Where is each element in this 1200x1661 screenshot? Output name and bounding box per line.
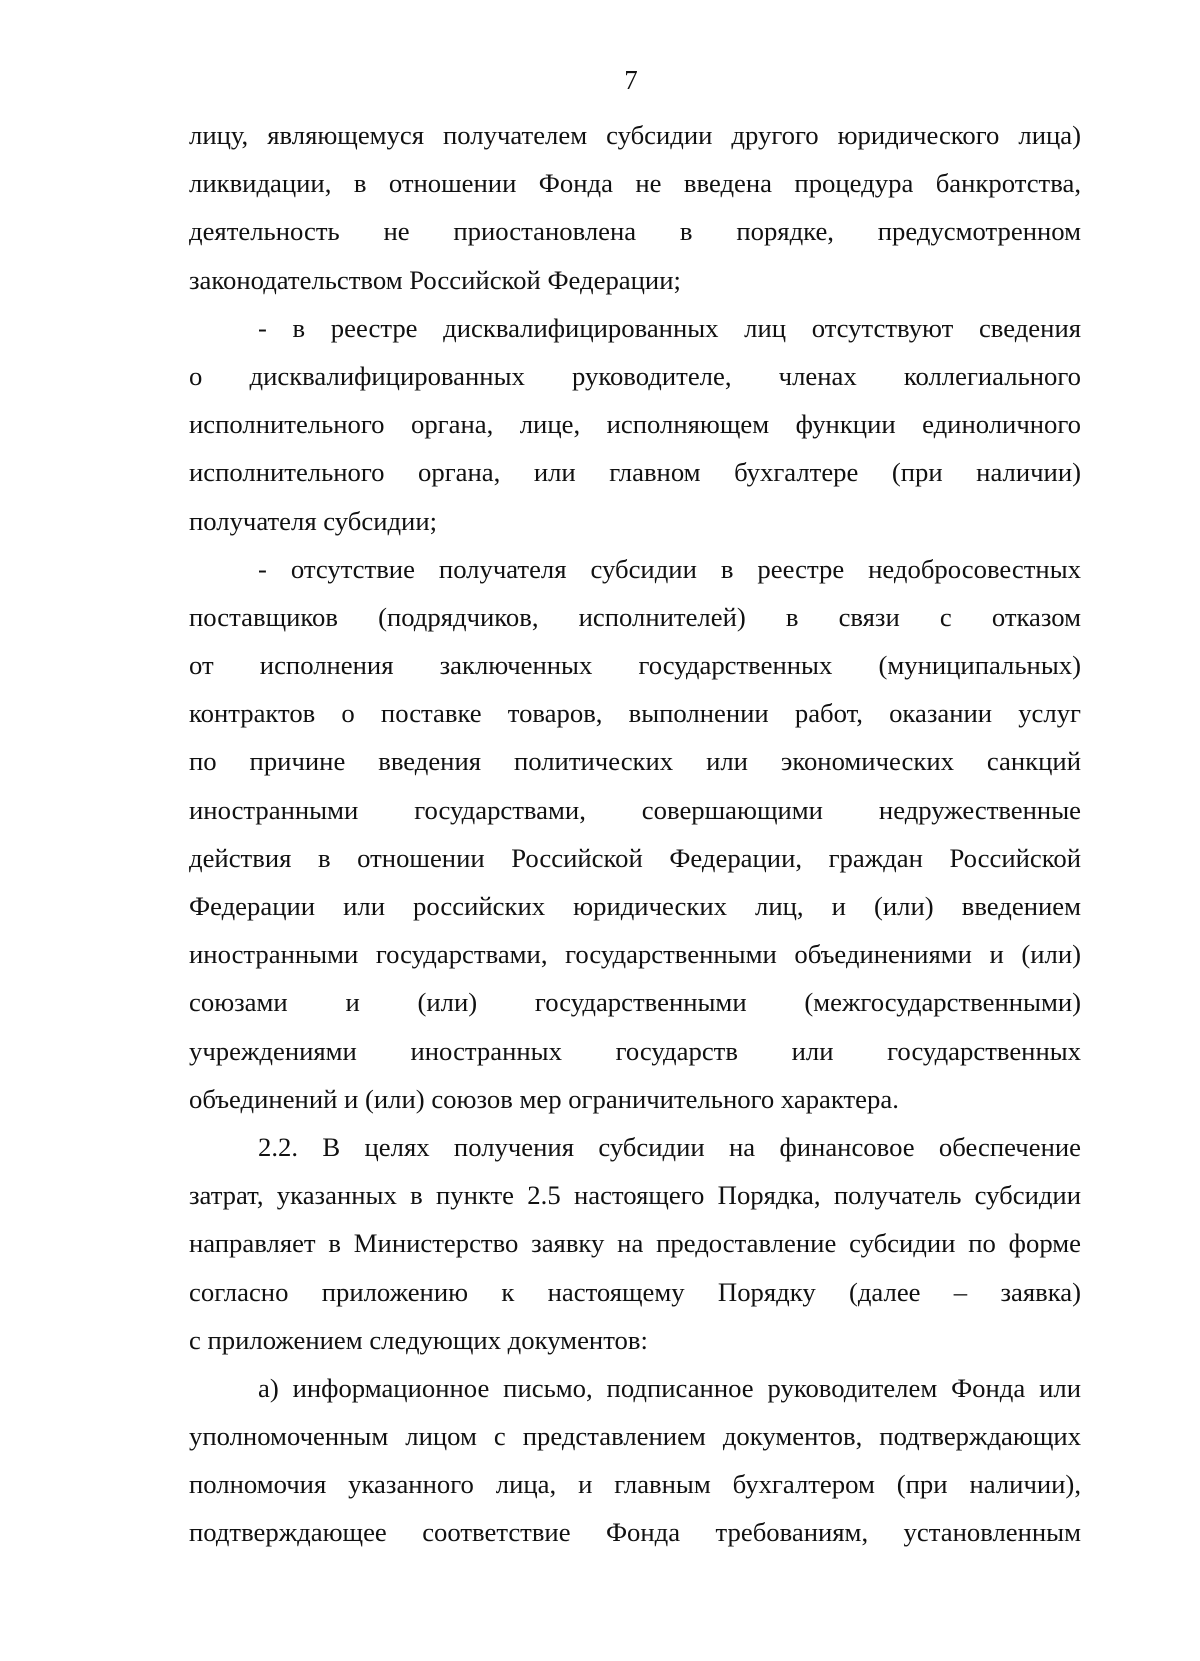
text-line: о дисквалифицированных руководителе, членах коллегиального [189,360,1081,391]
text-line: с приложением следующих документов: [189,1324,648,1355]
text-line: согласно приложению к настоящему Порядку (далее – заявка) [189,1276,1081,1307]
text-line: по причине введения политических или экономических санкций [189,746,1081,777]
text-line: полномочия указанного лица, и главным бухгалтером (при наличии), [189,1469,1081,1500]
text-line: - в реестре дисквалифицированных лиц отсутствуют сведения [258,312,1081,343]
text-line: подтверждающее соответствие Фонда требованиям, установленным [189,1517,1081,1548]
text-line: иностранными государствами, совершающими недружественные [189,794,1081,825]
text-line: действия в отношении Российской Федерации, граждан Российской [189,842,1081,873]
text-line: учреждениями иностранных государств или государственных [189,1035,1081,1066]
page-number: 7 [624,65,638,95]
text-line: затрат, указанных в пункте 2.5 настоящего Порядка, получатель субсидии [189,1180,1081,1211]
text-line: союзами и (или) государственными (межгосударственными) [189,987,1081,1018]
text-line: Федерации или российских юридических лиц, и (или) введением [189,891,1081,921]
text-line: законодательством Российской Федерации; [189,264,681,295]
text-line: лицу, являющемуся получателем субсидии другого юридического лица) [189,120,1081,150]
text-line: уполномоченным лицом с представлением документов, подтверждающих [189,1421,1081,1452]
text-line: исполнительного органа, лице, исполняющем функции единоличного [189,409,1081,440]
text-line: а) информационное письмо, подписанное руководителем Фонда или [258,1372,1081,1403]
text-line: 2.2. В целях получения субсидии на финансовое обеспечение [258,1131,1081,1162]
text-line: деятельность не приостановлена в порядке, предусмотренном [189,216,1081,247]
text-line: направляет в Министерство заявку на предоставление субсидии по форме [189,1228,1081,1259]
text-line: - отсутствие получателя субсидии в реестре недобросовестных [258,553,1081,584]
text-line: контрактов о поставке товаров, выполнении работ, оказании услуг [189,698,1081,729]
text-line: исполнительного органа, или главном бухгалтере (при наличии) [189,457,1081,488]
text-line: ликвидации, в отношении Фонда не введена процедура банкротства, [189,168,1081,199]
text-line: иностранными государствами, государственными объединениями и (или) [189,939,1081,970]
text-line: поставщиков (подрядчиков, исполнителей) в связи с отказом [189,601,1081,632]
text-line: получателя субсидии; [189,505,438,536]
document-body [189,111,1081,1557]
text-line: от исполнения заключенных государственных (муниципальных) [189,650,1081,681]
text-line: объединений и (или) союзов мер ограничительного характера. [189,1083,899,1114]
